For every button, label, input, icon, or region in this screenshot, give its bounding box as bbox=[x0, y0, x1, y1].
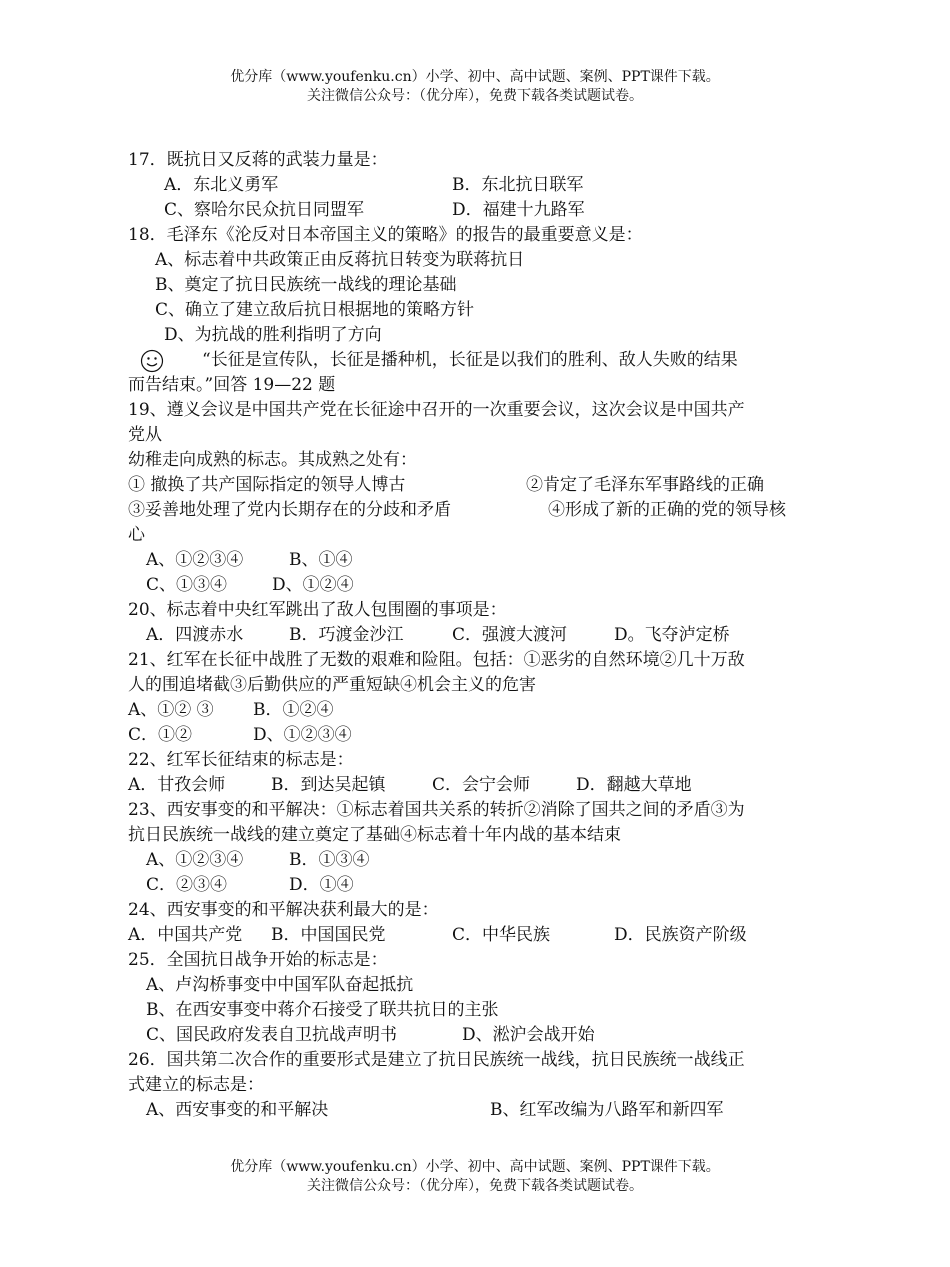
header-line-2: 关注微信公众号：（优分库），免费下载各类试题试卷。 bbox=[307, 88, 643, 104]
q23-stem-2: 抗日民族统一战线的建立奠定了基础④标志着十年内战的基本结束 bbox=[128, 825, 621, 845]
q22-option-d: D．翻越大草地 bbox=[576, 775, 692, 795]
q26-stem-2: 式建立的标志是： bbox=[128, 1075, 264, 1095]
q17-stem: 17．既抗日又反蒋的武装力量是： bbox=[128, 150, 388, 170]
q19-statement-4: ④形成了新的正确的党的领导核 bbox=[548, 500, 786, 520]
q19-option-a: A、①②③④ bbox=[146, 550, 244, 570]
q21-option-b: B．①②④ bbox=[253, 700, 334, 720]
q20-stem: 20、标志着中央红军跳出了敌人包围圈的事项是： bbox=[128, 600, 507, 620]
q17-options-ab bbox=[128, 173, 828, 198]
passage-line-1: “长征是宣传队，长征是播种机，长征是以我们的胜利、敌人失败的结果 bbox=[128, 348, 828, 373]
q19-options-ab bbox=[128, 548, 828, 573]
q23-stem-1: 23、西安事变的和平解决：①标志着国共关系的转折②消除了国共之间的矛盾③为 bbox=[128, 800, 745, 820]
q17-options-cd bbox=[128, 198, 828, 223]
q19-statements-34 bbox=[128, 498, 828, 523]
q22-option-a: A．甘孜会师 bbox=[128, 775, 226, 795]
q25-option-b: B、在西安事变中蒋介石接受了联共抗日的主张 bbox=[146, 1000, 499, 1020]
q19-option-c: C、①③④ bbox=[146, 575, 228, 595]
q20-option-c: C．强渡大渡河 bbox=[452, 625, 568, 645]
q23-option-a: A、①②③④ bbox=[146, 850, 244, 870]
q22-stem: 22、红军长征结束的标志是： bbox=[128, 750, 354, 770]
q21-stem-2: 人的围追堵截③后勤供应的严重短缺④机会主义的危害 bbox=[128, 675, 536, 695]
q22-options bbox=[128, 773, 828, 798]
page-header bbox=[0, 68, 950, 106]
q18-option-b: B、奠定了抗日民族统一战线的理论基础 bbox=[155, 275, 457, 295]
q18-option-a: A、标志着中共政策正由反蒋抗日转变为联蒋抗日 bbox=[155, 250, 525, 270]
q19-statement-2: ②肯定了毛泽东军事路线的正确 bbox=[526, 475, 764, 495]
q21-option-c: C．①② bbox=[128, 725, 193, 745]
q17-option-c: C、察哈尔民众抗日同盟军 bbox=[164, 200, 365, 220]
q18-option-c: C、确立了建立敌后抗日根据地的策略方针 bbox=[155, 300, 475, 320]
q21-options-ab bbox=[128, 698, 828, 723]
q25-stem: 25．全国抗日战争开始的标志是： bbox=[128, 950, 388, 970]
q25-option-d: D、淞沪会战开始 bbox=[462, 1025, 595, 1045]
q21-option-a: A、①② ③ bbox=[128, 700, 214, 720]
q26-stem-1: 26．国共第二次合作的重要形式是建立了抗日民族统一战线，抗日民族统一战线正 bbox=[128, 1050, 745, 1070]
q19-statement-4-cont: 心 bbox=[128, 525, 145, 545]
footer-line-1: 优分库（www.youfenku.cn）小学、初中、高中试题、案例、PPT课件下载。 bbox=[230, 1159, 720, 1175]
q19-stem-3: 幼稚走向成熟的标志。其成熟之处有： bbox=[128, 450, 417, 470]
header-line-1: 优分库（www.youfenku.cn）小学、初中、高中试题、案例、PPT课件下载。 bbox=[230, 69, 720, 85]
q20-option-a: A．四渡赤水 bbox=[146, 625, 244, 645]
q23-options-cd bbox=[128, 873, 828, 898]
q23-option-b: B．①③④ bbox=[289, 850, 370, 870]
q23-options-ab bbox=[128, 848, 828, 873]
q24-option-d: D．民族资产阶级 bbox=[614, 925, 747, 945]
q26-option-a: A、西安事变的和平解决 bbox=[146, 1100, 329, 1120]
q23-option-d: D．①④ bbox=[289, 875, 354, 895]
q24-options bbox=[128, 923, 828, 948]
q24-stem: 24、西安事变的和平解决获利最大的是： bbox=[128, 900, 439, 920]
q19-statements-12 bbox=[128, 473, 828, 498]
q26-option-b: B、红军改编为八路军和新四军 bbox=[490, 1100, 724, 1120]
q24-option-b: B．中国国民党 bbox=[271, 925, 386, 945]
passage-line-2: 而告结束。”回答 19—22 题 bbox=[128, 375, 336, 395]
q17-option-b: B．东北抗日联军 bbox=[452, 175, 584, 195]
page-footer bbox=[0, 1158, 950, 1196]
q22-option-b: B．到达吴起镇 bbox=[271, 775, 386, 795]
question-content bbox=[128, 148, 828, 1123]
q23-option-c: C．②③④ bbox=[146, 875, 228, 895]
q17-option-a: A．东北义勇军 bbox=[164, 175, 279, 195]
q18-option-d: D、为抗战的胜利指明了方向 bbox=[164, 325, 382, 345]
q25-options-cd bbox=[128, 1023, 828, 1048]
q22-option-c: C．会宁会师 bbox=[432, 775, 531, 795]
q19-option-d: D、①②④ bbox=[272, 575, 354, 595]
q19-stem-2: 党从 bbox=[128, 425, 162, 445]
q25-option-a: A、卢沟桥事变中中国军队奋起抵抗 bbox=[146, 975, 414, 995]
q19-stem-1: 19、遵义会议是中国共产党在长征途中召开的一次重要会议，这次会议是中国共产 bbox=[128, 400, 745, 420]
q26-options-ab bbox=[128, 1098, 828, 1123]
q17-option-d: D．福建十九路军 bbox=[452, 200, 585, 220]
q21-option-d: D、①②③④ bbox=[253, 725, 352, 745]
q18-stem: 18．毛泽东《沦反对日本帝国主义的策略》的报告的最重要意义是： bbox=[128, 225, 643, 245]
q20-option-b: B．巧渡金沙江 bbox=[289, 625, 404, 645]
q21-options-cd bbox=[128, 723, 828, 748]
q19-statement-1: ① 撤换了共产国际指定的领导人博古 bbox=[128, 475, 406, 495]
q19-option-b: B、①④ bbox=[289, 550, 353, 570]
q24-option-a: A．中国共产党 bbox=[128, 925, 243, 945]
q20-options bbox=[128, 623, 828, 648]
q21-stem-1: 21、红军在长征中战胜了无数的艰难和险阻。包括：①恶劣的自然环境②几十万敌 bbox=[128, 650, 745, 670]
footer-line-2: 关注微信公众号：（优分库），免费下载各类试题试卷。 bbox=[307, 1178, 643, 1194]
q24-option-c: C．中华民族 bbox=[452, 925, 551, 945]
q19-options-cd bbox=[128, 573, 828, 598]
q25-option-c: C、国民政府发表自卫抗战声明书 bbox=[146, 1025, 398, 1045]
q20-option-d: D。飞夺泸定桥 bbox=[614, 625, 730, 645]
smiley-icon bbox=[140, 349, 164, 373]
q19-statement-3: ③妥善地处理了党内长期存在的分歧和矛盾 bbox=[128, 500, 451, 520]
